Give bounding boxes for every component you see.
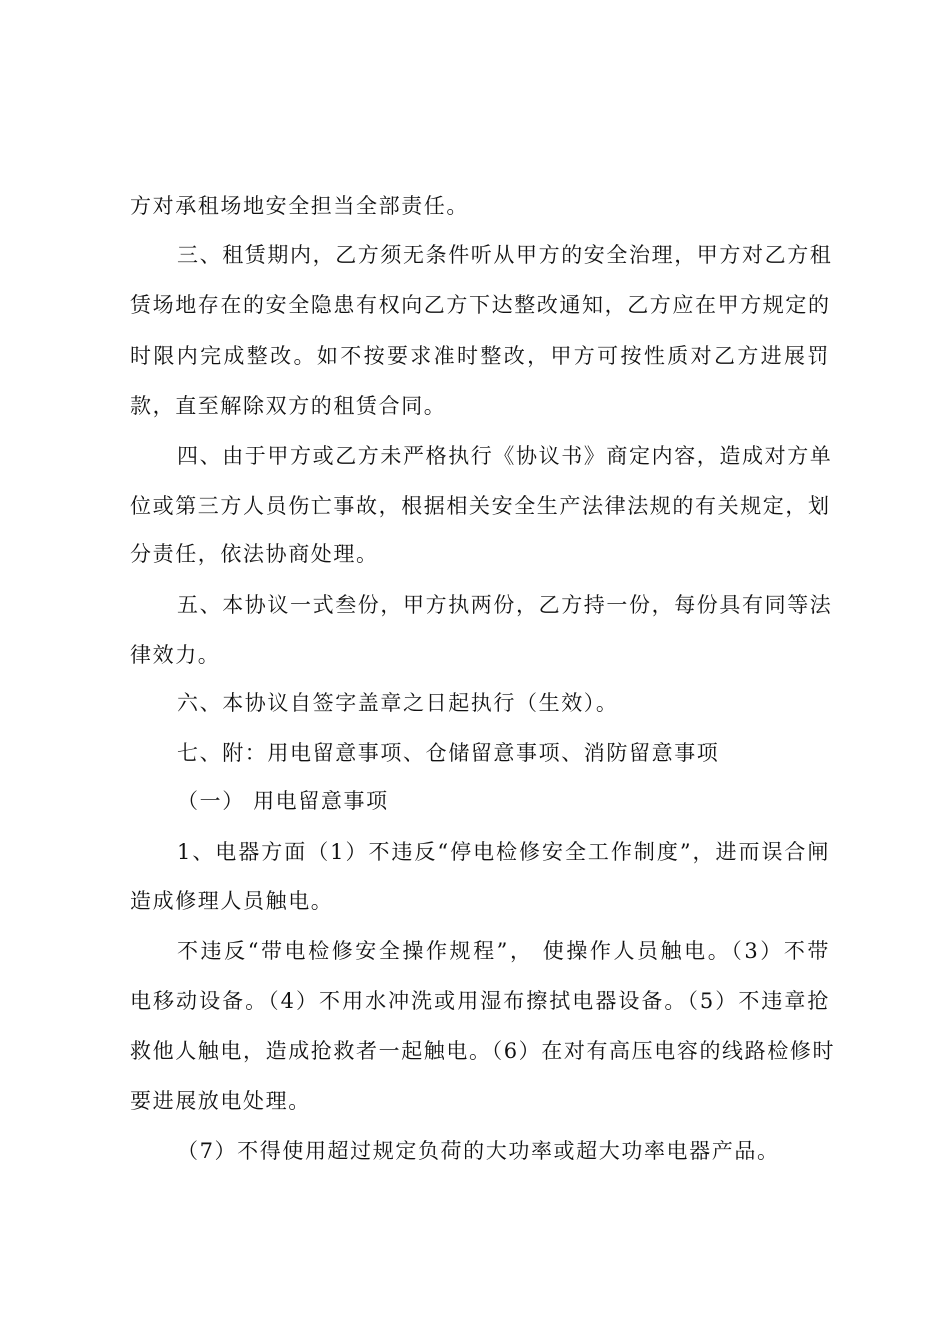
item-2-line-4: 要进展放电处理。 [130,1089,311,1113]
paragraph-4-line-1: 四、由于甲方或乙方未严格执行《协议书》商定内容，造成对方单 [177,444,833,468]
section-heading: （一） 用电留意事项 [177,789,389,813]
paragraph-3-line-1: 三、租赁期内，乙方须无条件听从甲方的安全治理，甲方对乙方租 [177,243,833,267]
item-1-line-1: 1、电器方面（1）不违反“停电检修安全工作制度”，进而误合闸 [177,840,830,864]
paragraph-3-line-4: 款，直至解除双方的租赁合同。 [130,394,447,418]
paragraph-3-line-3: 时限内完成整改。如不按要求准时整改，甲方可按性质对乙方进展罚 [130,344,830,368]
text-line: 方对承租场地安全担当全部责任。 [130,194,469,218]
item-2-line-3: 救他人触电，造成抢救者一起触电。（6）在对有高压电容的线路检修时 [130,1039,836,1063]
paragraph-4-line-2: 位或第三方人员伤亡事故，根据相关安全生产法律法规的有关规定，划 [130,494,831,518]
paragraph-5-line-1: 五、本协议一式叁份，甲方执两份，乙方持一份，每份具有同等法 [177,593,833,617]
item-7: （7）不得使用超过规定负荷的大功率或超大功率电器产品。 [177,1139,780,1163]
paragraph-7: 七、附：用电留意事项、仓储留意事项、消防留意事项 [177,741,720,765]
item-1-line-2: 造成修理人员触电。 [130,889,334,913]
paragraph-3-line-2: 赁场地存在的安全隐患有权向乙方下达整改通知，乙方应在甲方规定的 [130,293,831,317]
paragraph-4-line-3: 分责任，依法协商处理。 [130,542,379,566]
paragraph-5-line-2: 律效力。 [130,643,221,667]
item-2-line-2: 电移动设备。（4）不用水冲洗或用湿布擦拭电器设备。（5）不违章抢 [130,989,830,1013]
item-2-line-1: 不违反“带电检修安全操作规程”， 使操作人员触电。（3）不带 [177,939,830,963]
paragraph-6: 六、本协议自签字盖章之日起执行（生效）。 [177,691,619,715]
